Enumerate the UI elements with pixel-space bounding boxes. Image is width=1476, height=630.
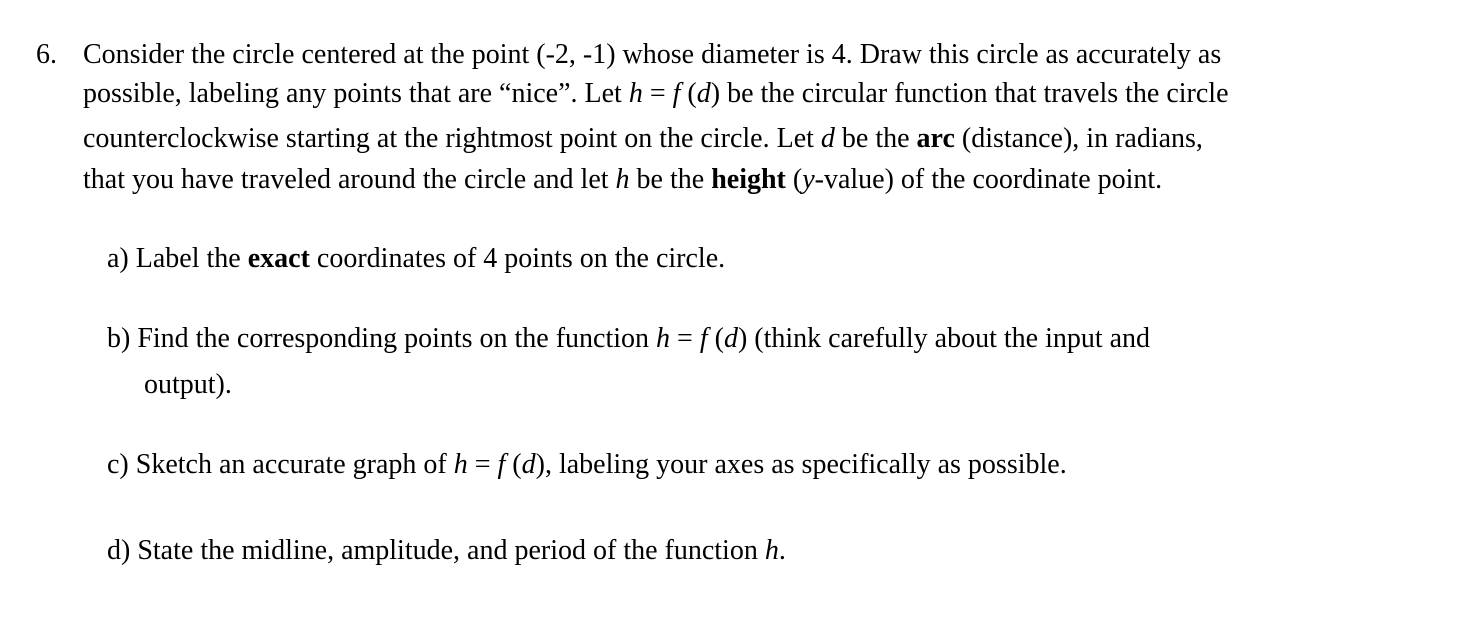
stem-text: ( (785, 164, 803, 195)
math-paren-close: ) (535, 449, 545, 480)
math-paren-open: ( (505, 449, 522, 480)
part-text: Label the (128, 243, 248, 274)
math-variable-d: d (723, 323, 738, 354)
math-variable-h: h (615, 164, 630, 195)
math-variable-y: y (802, 164, 815, 195)
part-text: , labeling your axes as specifically as possible. (544, 449, 1067, 480)
math-paren-open: ( (707, 323, 724, 354)
stem-text: counterclockwise starting at the rightmost point on the circle. Let (83, 123, 821, 154)
stem-text: -value) of the coordinate point. (814, 164, 1163, 195)
stem-text: be the (834, 123, 917, 154)
part-d (107, 530, 786, 572)
part-c (107, 444, 1067, 486)
math-variable-h: h (656, 323, 671, 354)
stem-text: (distance), in radians, (954, 123, 1203, 154)
part-label: b) (107, 323, 131, 354)
bold-term-exact: exact (247, 243, 310, 274)
stem-line-1 (83, 34, 1221, 76)
stem-line-4 (83, 159, 1162, 201)
bold-term-height: height (711, 164, 786, 195)
stem-line-3 (83, 118, 1203, 160)
math-function-f: f (699, 323, 708, 354)
part-text: coordinates of 4 points on the circle. (309, 243, 726, 274)
math-paren-close: ) (710, 78, 721, 109)
stem-text: Consider the circle centered at the point (-2, -1) whose diameter is 4. Draw this circle as accurately as (83, 39, 1222, 70)
math-variable-d: d (521, 449, 536, 480)
stem-text: that you have traveled around the circle and let (83, 164, 616, 195)
math-equals: = (670, 323, 700, 354)
stem-line-2 (83, 73, 1229, 115)
math-variable-d: d (820, 123, 835, 154)
math-paren-close: ) (737, 323, 748, 354)
bold-term-arc: arc (916, 123, 955, 154)
math-equals: = (642, 78, 673, 109)
stem-text: possible, labeling any points that are “nice”. Let (83, 78, 629, 109)
part-text: (think carefully about the input and (747, 323, 1151, 354)
part-label: c) (107, 449, 129, 480)
part-label: a) (107, 243, 129, 274)
math-function-f: f (672, 78, 681, 109)
stem-text: be the (629, 164, 712, 195)
part-b-continuation (144, 364, 232, 406)
part-b (107, 318, 1150, 360)
math-variable-h: h (453, 449, 468, 480)
part-text: State the midline, amplitude, and period of the function (130, 535, 765, 566)
part-text: Sketch an accurate graph of (128, 449, 454, 480)
part-text: . (778, 535, 786, 566)
math-variable-h: h (764, 535, 779, 566)
part-text: output). (144, 369, 232, 400)
math-equals: = (467, 449, 498, 480)
part-label: d) (107, 535, 131, 566)
math-paren-open: ( (680, 78, 697, 109)
part-a (107, 238, 725, 280)
math-function-f: f (497, 449, 506, 480)
part-text: Find the corresponding points on the function (130, 323, 657, 354)
problem-number: 6. (36, 39, 57, 70)
stem-text: be the circular function that travels the circle (720, 78, 1229, 109)
math-variable-h: h (628, 78, 643, 109)
math-variable-d: d (696, 78, 711, 109)
